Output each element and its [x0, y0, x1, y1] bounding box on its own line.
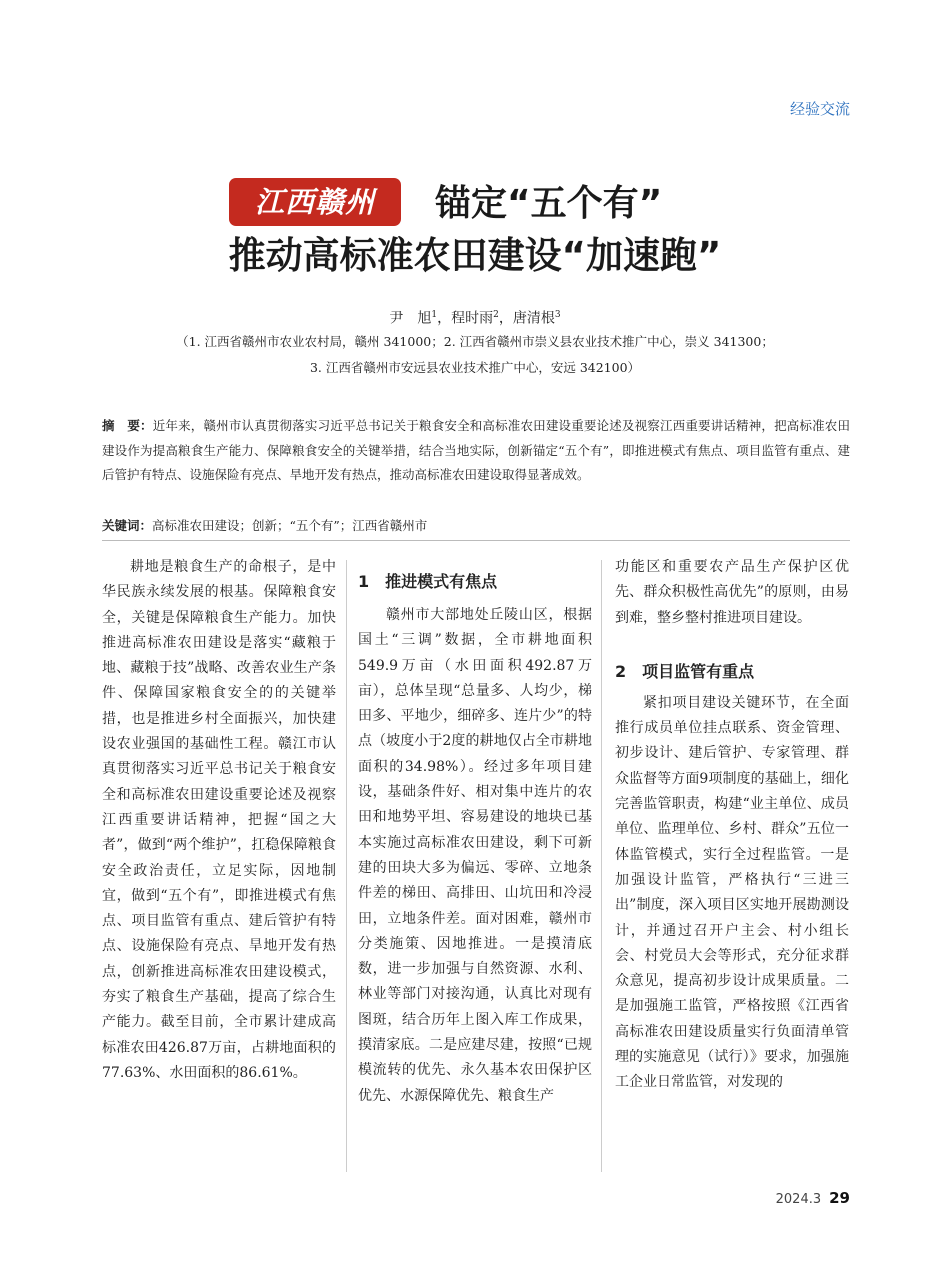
author-list: 尹 旭$^1$，程时雨$^2$，唐清根$^3$ — [389, 310, 561, 327]
issue-date: 2024.3 — [775, 1192, 822, 1207]
section-1-paragraph: 赣州市大部地处丘陵山区，根据国土“三调”数据，全市耕地面积549.9万亩（水田面积492.87万亩），总体呈现“总量多、人均少，梯田多、平地少，细碎多、连片少”的特点（坡度小于2度的耕地仅占全市耕地面积的34.98%）。经过多年项目建设，基础条件好、相对集中连片的农田和地势平坦、容易建设的地块已基本实施过高标准农田建设，剩下可新建的田块大多为偏远、零碎、立地条件差的梯田、高排田、山坑田和冷浸田，立地条件差。面对困难，赣州市分类施策、因地推进。一是摸清底数，进一步加强与自然资源、水利、林业等部门对接沟通，认真比对现有图斑，结合历年上图入库工作成果，摸清家底。二是应建尽建，按照“已规模流转的优先、永久基本农田保护区优先、水源保障优先、粮食生产 — [358, 607, 592, 1104]
author-affiliation-mark: 1 — [431, 310, 438, 320]
author-affiliation-mark: 2 — [493, 310, 499, 320]
abstract — [102, 414, 850, 488]
column-divider — [346, 560, 347, 1172]
divider — [102, 540, 850, 541]
body-column-2 — [358, 555, 592, 1109]
affiliation-line-2: 3. 江西省赣州市安远县农业技术推广中心，安远 342100） — [309, 360, 641, 375]
keywords-text: 高标准农田建设；创新；“五个有”；江西省赣州市 — [152, 518, 428, 533]
author-affiliation-mark: 3 — [554, 310, 561, 320]
page-number: 29 — [829, 1189, 850, 1207]
title-line-1: 锚定“五个有” — [435, 183, 663, 224]
body-column-1 — [102, 555, 336, 1086]
section-1-continuation: 功能区和重要农产品生产保护区优先、群众积极性高优先”的原则，由易到难，整乡整村推进项目建设。 — [615, 559, 849, 626]
section-2-paragraph: 紧扣项目建设关键环节，在全面推行成员单位挂点联系、资金管理、初步设计、建后管护、专家管理、群众监督等方面9项制度的基础上，细化完善监管职责，构建“业主单位、成员单位、监理单位、乡村、群众”五位一体监管模式，实行全过程监管。一是加强设计监管，严格执行“三进三出”制度，深入项目区实地开展勘测设计，并通过召开户主会、村小组长会、村党员大会等形式，充分征求群众意见，提高初步设计成果质量。二是加强施工监管，严格按照《江西省高标准农田建设质量实行负面清单管理的实施意见（试行）》要求，加强施工企业日常监管，对发现的 — [615, 694, 849, 1091]
section-tag: 经验交流 — [789, 100, 850, 118]
section-1-heading: 1 推进模式有焦点 — [358, 572, 498, 591]
keywords-label: 关键词： — [102, 518, 153, 533]
body-column-3 — [615, 555, 849, 1096]
affiliation-line-1: （1. 江西省赣州市农业农村局，赣州 341000；2. 江西省赣州市崇义县农业技术推广中心，崇义 341300； — [176, 334, 774, 349]
author-name: 程时雨 — [451, 310, 494, 327]
abstract-label: 摘 要： — [102, 418, 153, 433]
column-divider — [601, 560, 602, 1172]
section-2-heading: 2 项目监管有重点 — [615, 661, 755, 681]
abstract-text: 近年来，赣州市认真贯彻落实习近平总书记关于粮食安全和高标准农田建设重要论述及视察江西重要讲话精神，把高标准农田建设作为提高粮食生产能力、保障粮食安全的关键举措，结合当地实际，创新锚定“五个有”，即推进模式有焦点、项目监管有重点、建后管护有特点、设施保险有亮点、旱地开发有热点，推动高标准农田建设取得显著成效。 — [102, 418, 850, 482]
intro-paragraph: 耕地是粮食生产的命根子，是中华民族永续发展的根基。保障粮食安全，关键是保障粮食生产能力。加快推进高标准农田建设是落实“藏粮于地、藏粮于技”战略、改善农业生产条件、保障国家粮食安全的的关键举措，也是推进乡村全面振兴，加快建设农业强国的基础性工程。赣江市认真贯彻落实习近平总书记关于粮食安全和高标准农田建设重要论述及视察江西重要讲话精神，把握“国之大者”，做到“两个维护”，扛稳保障粮食安全政治责任，立足实际，因地制宜，做到“五个有”，即推进模式有焦点、项目监管有重点、建后管护有特点、设施保险有亮点、旱地开发有热点，创新推进高标准农田建设模式，夯实了粮食生产基础，提高了综合生产能力。截至目前，全市累计建成高标准农田426.87万亩，占耕地面积的77.63%、水田面积的86.61%。 — [102, 559, 336, 1081]
author-name: 唐清根 — [512, 310, 555, 327]
region-badge: 江西赣州 — [229, 178, 401, 226]
title-line-2: 推动高标准农田建设“加速跑” — [228, 234, 722, 277]
author-name: 尹 旭 — [389, 310, 432, 327]
page-footer — [700, 1188, 850, 1207]
keywords — [102, 516, 850, 536]
